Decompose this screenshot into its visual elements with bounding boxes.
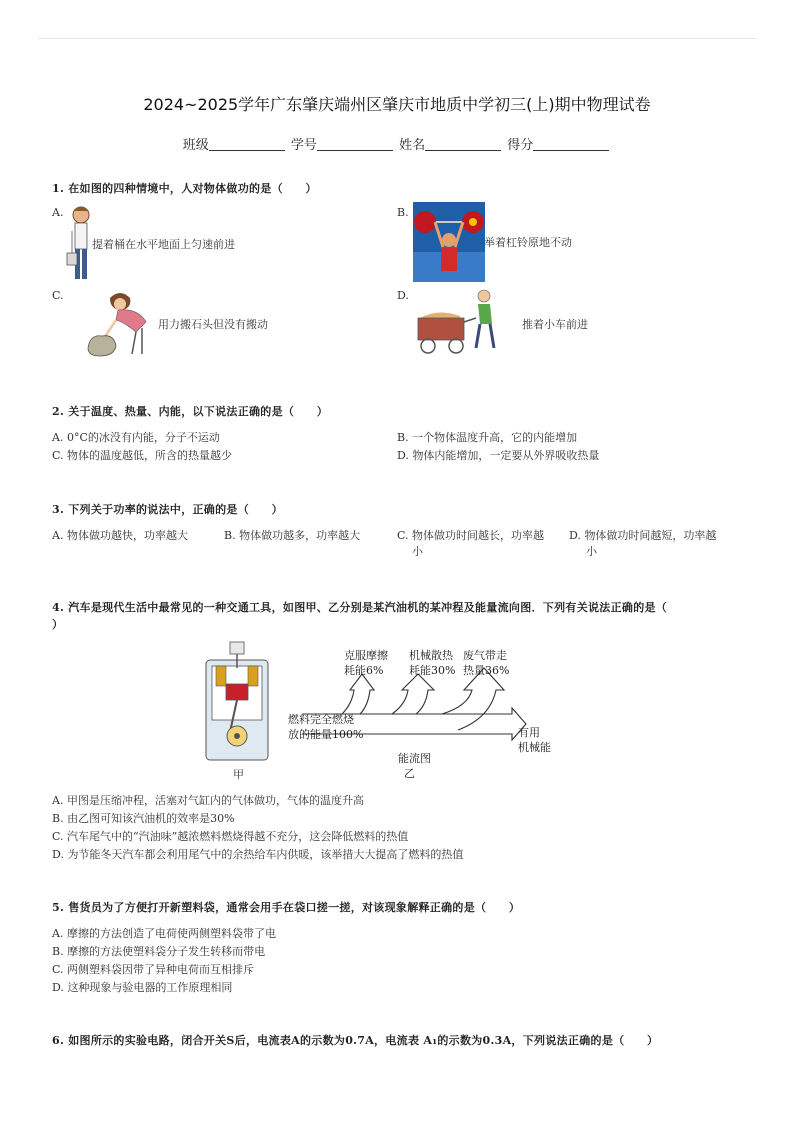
q4-option-a [52, 792, 364, 808]
diagram-yi-label: 乙 [404, 767, 415, 780]
q3-option-d-text: 物体做功时间越短，功率越 [584, 529, 717, 542]
q2-option-a [52, 429, 220, 445]
weightlifter-photo [413, 202, 485, 282]
exam-title: 2024~2025学年广东肇庆端州区肇庆市地质中学初三(上)期中物理试卷 [143, 95, 651, 114]
useful-energy-line2: 机械能 [518, 741, 551, 754]
q1-option-c-text: 用力搬石头但没有搬动 [158, 318, 268, 331]
q4-option-b-text: 由乙图可知该汽油机的效率是30% [67, 812, 235, 825]
exhaust-loss-line2: 热量36% [463, 664, 510, 677]
header-divider [38, 38, 756, 39]
name-blank[interactable] [425, 138, 501, 151]
q3-option-d [569, 527, 716, 543]
q3-option-d-letter: D. [569, 529, 581, 542]
q2-option-c-text: 物体的温度越低，所含的热量越少 [67, 449, 233, 462]
q2-option-c-letter: C. [52, 449, 64, 462]
q5-option-c [52, 961, 254, 977]
q4-option-a-letter: A. [52, 794, 64, 807]
q5-option-a-text: 摩擦的方法创造了电荷使两侧塑料袋带了电 [66, 927, 276, 940]
q5-option-a [52, 925, 276, 941]
q3-option-c-letter: C. [397, 529, 409, 542]
q2-option-a-letter: A. [52, 431, 64, 444]
exhaust-loss-label [463, 648, 509, 678]
q1-option-b-letter: B. [397, 206, 409, 219]
q2-option-d-text: 物体内能增加，一定要从外界吸收热量 [412, 449, 600, 462]
energy-flow-caption: 能流图 [398, 752, 431, 765]
fuel-energy-line1: 燃料完全燃烧 [288, 713, 354, 726]
q5-option-c-text: 两侧塑料袋因带了异种电荷而互相排斥 [67, 963, 255, 976]
q5-option-c-letter: C. [52, 963, 64, 976]
q4-option-d-letter: D. [52, 848, 64, 861]
q2-option-b-text: 一个物体温度升高，它的内能增加 [412, 431, 578, 444]
friction-loss-line1: 克服摩擦 [344, 649, 388, 662]
q3-option-a [52, 527, 188, 543]
q5-option-b [52, 943, 265, 959]
fuel-energy-line2: 放的能量100% [288, 728, 364, 741]
q3-option-b-text: 物体做功越多，功率越大 [239, 529, 361, 542]
q2-option-d [397, 447, 599, 463]
q2-option-a-text: 0°C的冰没有内能，分子不运动 [66, 431, 220, 444]
question-5-stem: 5. 售货员为了方便打开新塑料袋，通常会用手在袋口搓一搓，对该现象解释正确的是（ ） [52, 901, 521, 914]
fuel-energy-label [288, 712, 363, 742]
q4-option-a-text: 甲图是压缩冲程，活塞对气缸内的气体做功，气体的温度升高 [66, 794, 364, 807]
friction-loss-label [344, 648, 388, 678]
q4-option-d-text: 为节能冬天汽车都会利用尾气中的余热给车内供暖，该举措大大提高了燃料的热值 [67, 848, 464, 861]
q5-option-a-letter: A. [52, 927, 64, 940]
q4-option-c [52, 828, 408, 844]
q2-option-c [52, 447, 232, 463]
pushing-cart-illustration [410, 288, 506, 360]
friction-loss-line2: 耗能6% [344, 664, 384, 677]
engine-cylinder-diagram [200, 640, 274, 762]
q5-option-d-text: 这种现象与验电器的工作原理相同 [67, 981, 233, 994]
heat-loss-label [409, 648, 455, 678]
q1-option-d-letter: D. [397, 289, 409, 302]
q3-option-a-letter: A. [52, 529, 64, 542]
heat-loss-line1: 机械散热 [409, 649, 453, 662]
question-1-stem: 1. 在如图的四种情境中，人对物体做功的是（ ） [52, 182, 317, 195]
q2-option-d-letter: D. [397, 449, 409, 462]
class-label: 班级 [182, 138, 209, 153]
q1-option-c-letter: C. [52, 289, 64, 302]
q3-option-c-cont: 小 [412, 545, 423, 558]
q4-option-b-letter: B. [52, 812, 64, 825]
q1-option-b-text: 举着杠铃原地不动 [484, 236, 572, 249]
q3-option-b-letter: B. [224, 529, 236, 542]
q4-option-d [52, 846, 463, 862]
q2-option-b [397, 429, 577, 445]
q3-option-c [397, 527, 544, 543]
score-blank[interactable] [533, 138, 609, 151]
q1-option-a-letter: A. [52, 206, 64, 219]
question-2-stem: 2. 关于温度、热量、内能，以下说法正确的是（ ） [52, 405, 329, 418]
q5-option-b-text: 摩擦的方法使塑料袋分子发生转移而带电 [67, 945, 266, 958]
number-blank[interactable] [317, 138, 393, 151]
question-3-stem: 3. 下列关于功率的说法中，正确的是（ ） [52, 503, 283, 516]
lifting-stone-illustration [80, 288, 158, 360]
class-blank[interactable] [209, 138, 285, 151]
question-4-stem-cont: ） [52, 618, 64, 631]
q3-option-d-cont: 小 [586, 545, 597, 558]
q5-option-d [52, 979, 232, 995]
q4-option-b [52, 810, 235, 826]
student-info-row [0, 134, 794, 153]
exhaust-loss-line1: 废气带走 [463, 649, 507, 662]
q2-option-b-letter: B. [397, 431, 409, 444]
q4-option-c-text: 汽车尾气中的“汽油味”越浓燃料燃烧得越不充分，这会降低燃料的热值 [67, 830, 409, 843]
q3-option-c-text: 物体做功时间越长，功率越 [412, 529, 545, 542]
q1-option-d-text: 推着小车前进 [522, 318, 588, 331]
diagram-jia-label: 甲 [233, 768, 244, 781]
q3-option-b [224, 527, 360, 543]
q1-option-a-text: 提着桶在水平地面上匀速前进 [92, 238, 235, 251]
score-label: 得分 [507, 138, 534, 153]
q3-option-a-text: 物体做功越快，功率越大 [66, 529, 188, 542]
name-label: 姓名 [399, 138, 426, 153]
number-label: 学号 [290, 138, 317, 153]
q5-option-d-letter: D. [52, 981, 64, 994]
question-6-stem: 6. 如图所示的实验电路，闭合开关S后，电流表A的示数为0.7A，电流表 A₁的示数为0.3A，下列说法正确的是（ ） [52, 1034, 659, 1047]
q4-option-c-letter: C. [52, 830, 64, 843]
heat-loss-line2: 耗能30% [409, 664, 456, 677]
useful-energy-label [518, 725, 551, 755]
question-4-stem: 4. 汽车是现代生活中最常见的一种交通工具，如图甲、乙分别是某汽油机的某冲程及能量流向图．下列有关说法正确的是（ [52, 601, 668, 614]
q5-option-b-letter: B. [52, 945, 64, 958]
useful-energy-line1: 有用 [518, 726, 540, 739]
